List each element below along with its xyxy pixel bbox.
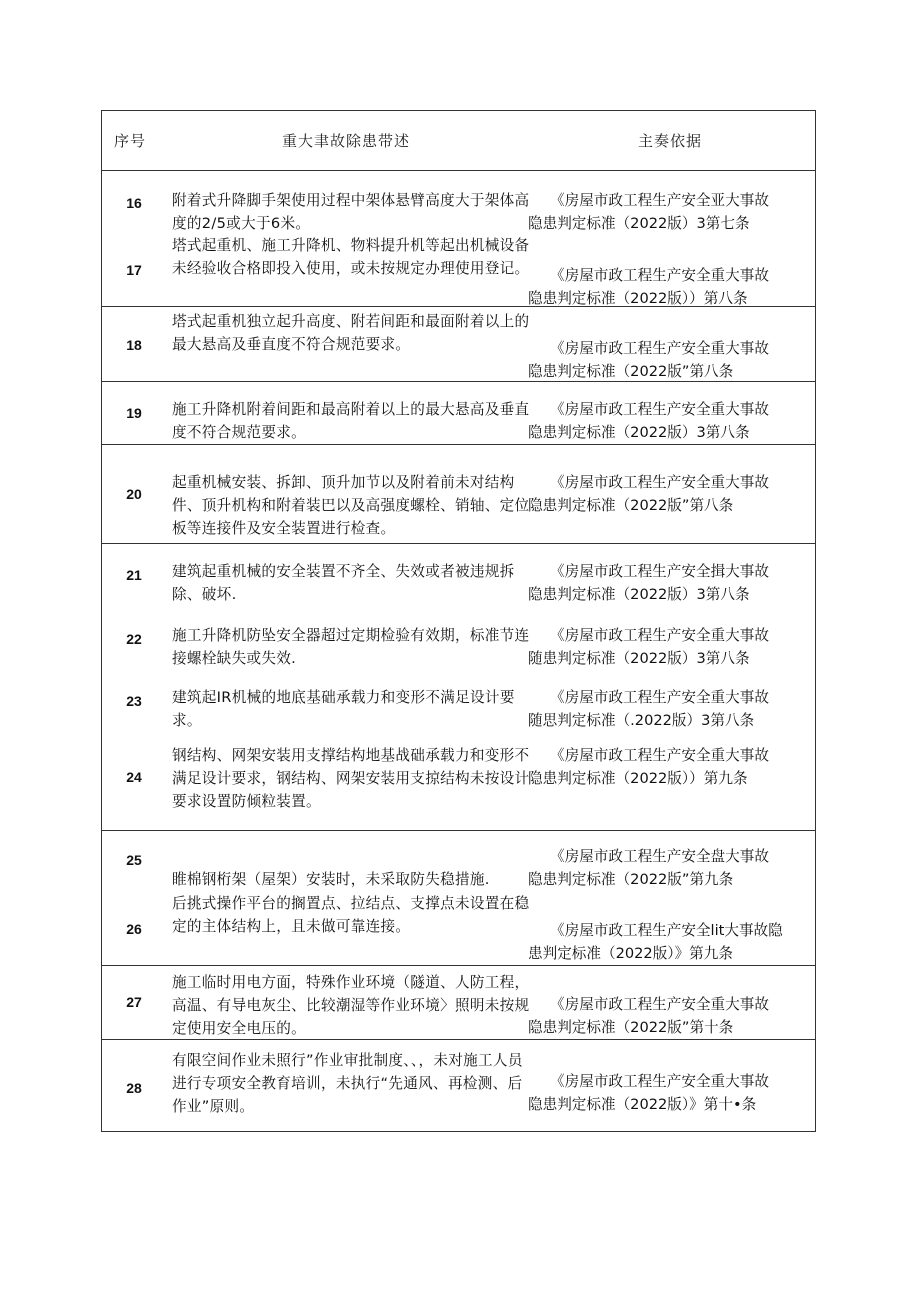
row-description: 施工临时用电方面，特殊作业环境（隧道、人防工程，高温、有导电灰尘、比较潮湿等作业环境〉照明未按规定使用安全电压的。 xyxy=(172,974,530,1037)
row-description: 起重机械安装、拆卸、顶升加节以及附着前未对结构件、顶升机构和附着装巴以及高强度螺栓、销轴、定位板等连接件及安全装置进行检查。 xyxy=(172,474,530,537)
row-basis xyxy=(528,624,818,670)
row-basis xyxy=(528,919,818,965)
table-row xyxy=(102,382,815,445)
table-row xyxy=(102,1040,815,1132)
row-number: 16 xyxy=(126,195,142,211)
row-number: 17 xyxy=(126,262,142,278)
row-number: 18 xyxy=(126,337,142,353)
basis-line-2: 随思判定标准（.2022版）3第八条 xyxy=(528,712,755,729)
row-number: 21 xyxy=(126,567,142,583)
row-basis xyxy=(528,560,818,606)
table-row xyxy=(102,307,815,382)
basis-line-2: 隐患判定标准（2022版）3第七条 xyxy=(528,215,750,232)
basis-line-1: 《房屋市政工程生产安全盘大事故 xyxy=(550,848,769,865)
row-number: 24 xyxy=(126,769,142,785)
row-number: 27 xyxy=(126,994,142,1010)
row-number: 22 xyxy=(126,631,142,647)
row-basis xyxy=(528,993,818,1039)
basis-line-1: 《房屋市政工程生产安全揖大事故 xyxy=(550,563,769,580)
basis-line-1: 《房屋市政工程生产安全重大事故 xyxy=(550,340,769,357)
header-no: 序号 xyxy=(114,132,147,150)
basis-line-2: 随患判定标准（2022版）3第八条 xyxy=(528,650,750,667)
basis-line-2: 隐患判定标准（2022版”第十条 xyxy=(528,1019,734,1036)
row-description: 塔式起重机独立起升高度、附若间距和最面附着以上的最大悬高及垂直度不符合规范要求。 xyxy=(172,313,530,353)
basis-line-2: 隐患判定标准（2022版）3第八条 xyxy=(528,586,750,603)
basis-line-2: 隐患判定标准（2022版））第八条 xyxy=(528,290,748,307)
header-basis: 主奏依据 xyxy=(638,132,703,150)
table-row xyxy=(102,445,815,544)
row-number: 28 xyxy=(126,1080,142,1096)
basis-line-1: 《房屋市政工程生产安全重大事故 xyxy=(550,1073,769,1090)
basis-line-2: 隐患判定标准（2022版”第八条 xyxy=(528,363,734,380)
row-basis xyxy=(528,189,818,235)
row-basis xyxy=(528,845,818,891)
basis-line-1: 《房屋市政工程生产安全lit大事故隐 xyxy=(550,922,783,939)
row-number: 26 xyxy=(126,921,142,937)
basis-line-2: 隐患判定标准（2022版”第八条 xyxy=(528,497,734,514)
row-description: 钢结构、网架安装用支撑结构地基战础承载力和变形不满足设计要求，钢结构、网架安装用支掠结构未按设计要求设置防倾粒装置。 xyxy=(172,747,530,810)
row-description: 施工升降机防坠安全器超过定期检验有效期，标准节连接螺栓缺失或失效. xyxy=(172,627,530,667)
table-row-group xyxy=(102,831,815,966)
table-row xyxy=(102,966,815,1040)
row-basis xyxy=(528,337,818,383)
row-description: 建筑起重机械的安全装置不齐全、失效或者被违规拆除、破坏. xyxy=(172,563,515,603)
basis-line-1: 《房屋市政工程生产安全重大事故 xyxy=(550,474,769,491)
row-number: 19 xyxy=(126,405,142,421)
row-number: 25 xyxy=(126,852,142,868)
basis-line-1: 《房屋市政工程生产安全重大事故 xyxy=(550,401,769,418)
basis-line-2: 隐患判定标准（2022版）3第八条 xyxy=(528,424,750,441)
row-description: 附着式升降脚手架使用过程中架体悬臂高度大于架体高度的2/5或大于6米。 xyxy=(172,192,530,232)
basis-line-2: 隐患判定标准（2022版））第九条 xyxy=(528,770,748,787)
basis-line-1: 《房屋市政工程生产安全重大事故 xyxy=(550,689,769,706)
row-basis xyxy=(528,686,818,732)
row-description: 建筑起IR机械的地底基础承载力和变形不满足设计要求。 xyxy=(172,689,515,729)
row-number: 23 xyxy=(126,693,142,709)
table-row-group xyxy=(102,171,815,307)
row-description: 睢棉钢桁架（屋架）安装时，未采取防失稳措施. xyxy=(172,871,490,888)
row-description: 施工升降机附着间距和最高附着以上的最大悬高及垂直度不符合规范要求。 xyxy=(172,401,530,441)
row-description: 有限空间作业未照行”作业审批制度、、，未对施工人员进行专项安全教育培训，未执行“先通风、再检测、后作业”原则。 xyxy=(172,1052,523,1115)
row-number: 20 xyxy=(126,486,142,502)
basis-line-1: 《房屋市政工程生产安全重大事故 xyxy=(550,627,769,644)
table-row-group xyxy=(102,544,815,738)
header-description: 重大聿故除患带述 xyxy=(282,132,411,150)
basis-line-1: 《房屋市政工程生产安全亚大事故 xyxy=(550,192,769,209)
row-basis xyxy=(528,471,818,517)
hazard-table xyxy=(101,110,816,1132)
basis-line-1: 《房屋市政工程生产安全重大事故 xyxy=(550,747,769,764)
row-basis xyxy=(528,398,818,444)
row-basis xyxy=(528,264,818,310)
basis-line-1: 《房屋市政工程生产安全重大事故 xyxy=(550,996,769,1013)
row-description: 塔式起重机、施工升降机、物料提升机等起出机械设备未经验收合格即投入使用，或未按规定办理使用登记。 xyxy=(172,237,530,277)
table-row xyxy=(102,738,815,831)
basis-line-1: 《房屋市政工程生产安全重大事故 xyxy=(550,267,769,284)
row-basis xyxy=(528,1070,818,1116)
table-header xyxy=(102,111,815,171)
basis-line-2: 隐患判定标准（2022版）》第十•条 xyxy=(528,1096,757,1113)
row-basis xyxy=(528,744,818,790)
basis-line-2: 隐患判定标准（2022版”第九条 xyxy=(528,871,734,888)
row-description: 后挑式操作平台的搁置点、拉结点、支撑点未设置在稳定的主体结构上，且未做可靠连接。 xyxy=(172,895,530,935)
basis-line-2: 患判定标准（2022版）》第九条 xyxy=(528,945,733,962)
